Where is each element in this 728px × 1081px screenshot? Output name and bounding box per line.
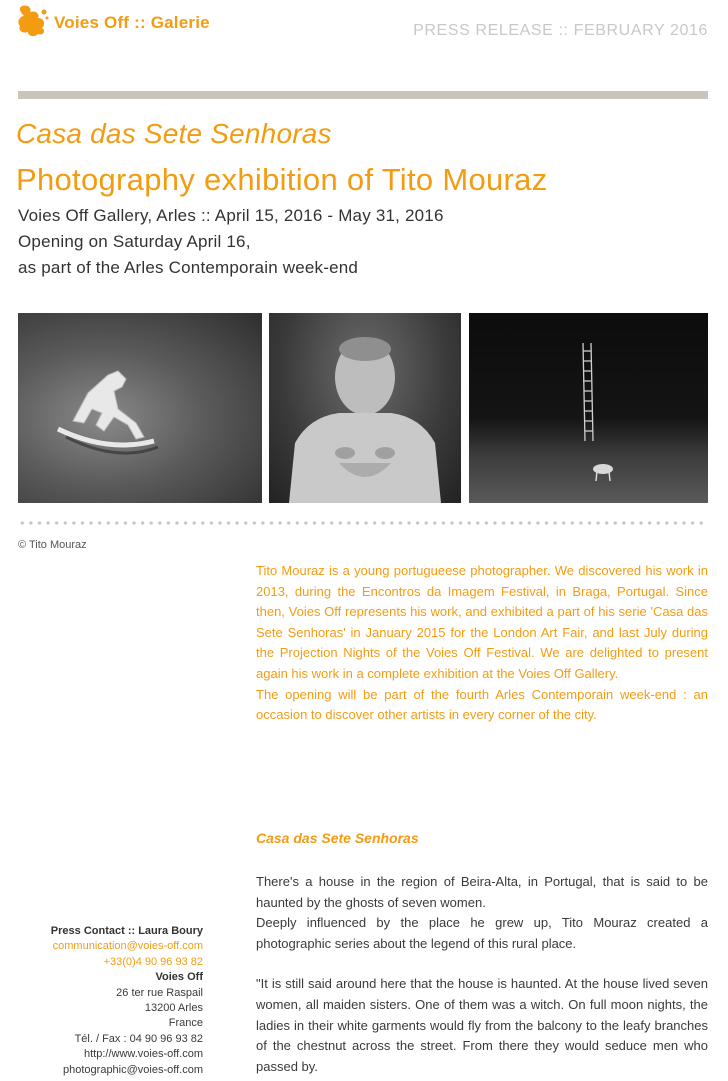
dotted-divider — [18, 520, 708, 526]
press-release-date: PRESS RELEASE :: FEBRUARY 2016 — [413, 22, 708, 39]
contact-org: Voies Off — [155, 971, 203, 984]
intro-paragraph: Tito Mouraz is a young portugueese photographer. We discovered his work in 2013, during the Encontros da Imagem Festival, in Braga, Portugal. Since then, Voies Off represents his work, and exhibited a part of his serie 'Casa das Sete Senhoras' in January 2015 for the London Art Fair, and last July during the Projection Nights of the Voies Off Festival. We are delighted to present again his work in a complete exhibition at the Voies Off Gallery. — [256, 563, 708, 681]
intro-paragraph: The opening will be part of the fourth Arles Contemporain week-end : an occasion to discover other artists in every corner of the city. — [256, 686, 708, 723]
contact-website[interactable]: http://www.voies-off.com — [83, 1048, 203, 1061]
contact-phone: +33(0)4 90 96 93 82 — [103, 955, 203, 968]
contact-street: 26 ter rue Raspail — [116, 986, 203, 999]
photo-portrait-man — [269, 313, 461, 503]
body-paragraph: There's a house in the region of Beira-Alta, in Portugal, that is said to be haunted by the ghosts of seven women. — [256, 874, 708, 910]
opening-date: Opening on Saturday April 16, — [18, 232, 251, 251]
contact-city: 13200 Arles — [144, 1002, 203, 1015]
contact-email[interactable]: communication@voies-off.com — [52, 940, 203, 953]
contact-label: Press Contact :: Laura Boury — [50, 925, 203, 937]
exhibition-title: Casa das Sete Senhoras — [16, 118, 332, 149]
photo-ladder-night — [469, 313, 708, 503]
contact-country: France — [168, 1017, 203, 1030]
exhibition-subtitle: Photography exhibition of Tito Mouraz — [16, 162, 548, 197]
body-paragraph: "It is still said around here that the house is haunted. At the house lived seven women, all maiden sisters. One of them was a witch. On full moon nights, the ladies in their white garments would fly from the balcony to the leafy branches of the chestnut across the street. From there they would seduce men who passed by. — [256, 976, 708, 1074]
section-title: Casa das Sete Senhoras — [256, 830, 419, 846]
photo-credit: © Tito Mouraz — [18, 539, 87, 551]
logo-splash-icon — [18, 4, 50, 38]
contact-tel-fax: Tél. / Fax : 04 90 96 93 82 — [74, 1032, 203, 1045]
intro-text — [256, 561, 708, 726]
photo-rocking-horse — [18, 313, 262, 503]
logo-text: Voies Off :: Galerie — [54, 13, 210, 32]
press-contact — [18, 924, 203, 1078]
header-divider — [18, 91, 708, 99]
section-body — [256, 872, 708, 1077]
opening-context: as part of the Arles Contemporain week-end — [18, 258, 359, 277]
voies-off-logo — [18, 4, 210, 38]
exhibition-dates: Voies Off Gallery, Arles :: April 15, 2016 - May 31, 2016 — [18, 206, 444, 225]
body-paragraph: Deeply influenced by the place he grew up, Tito Mouraz created a photographic series about the legend of this rural place. — [256, 915, 708, 951]
contact-email-photographic[interactable]: photographic@voies-off.com — [63, 1063, 203, 1076]
